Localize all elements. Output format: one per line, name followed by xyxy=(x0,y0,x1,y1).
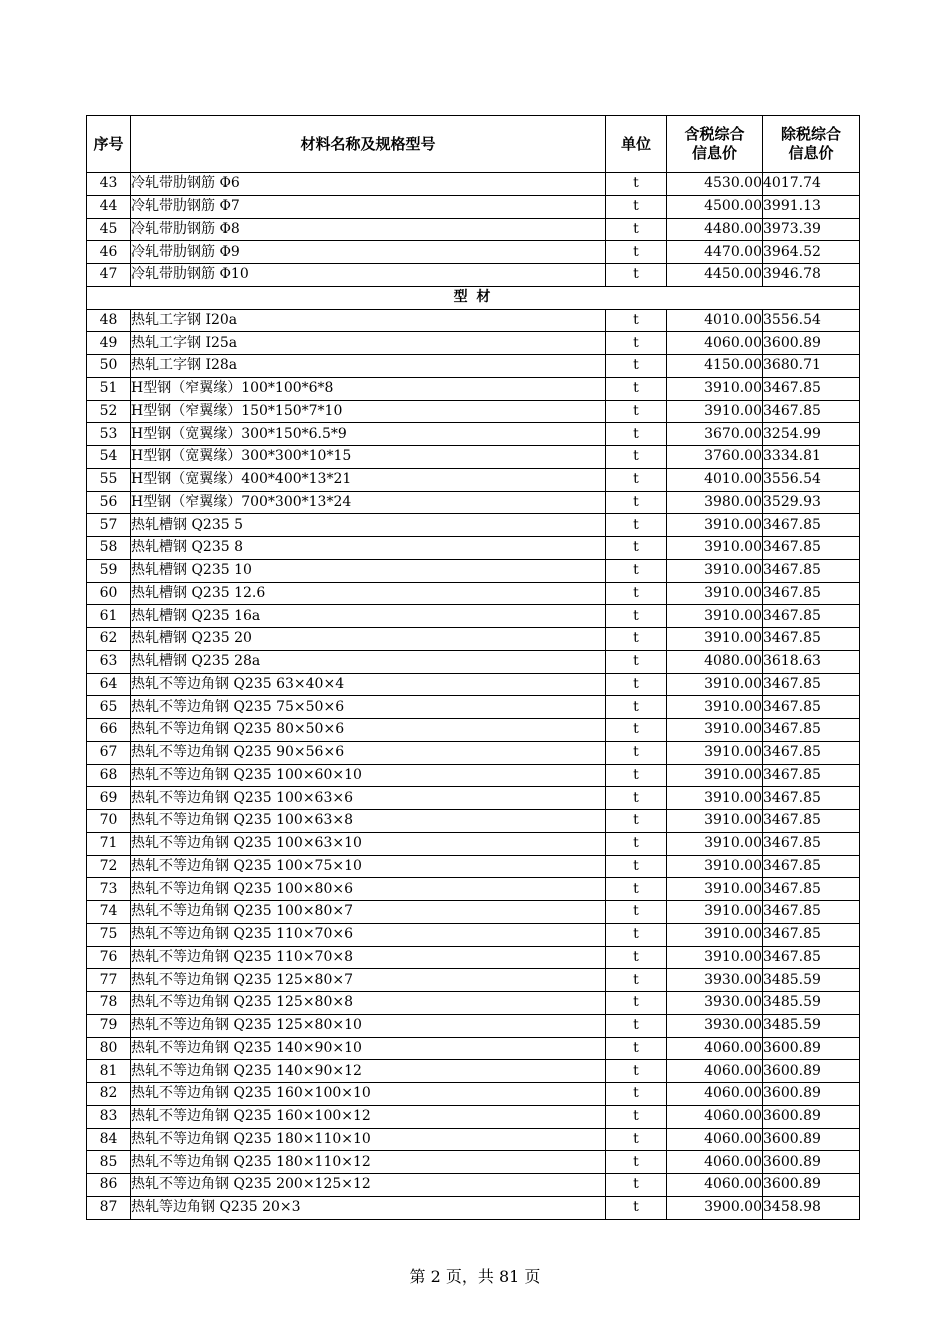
row-number: 79 xyxy=(87,1014,131,1037)
price-without-tax: 3254.99 xyxy=(763,423,860,446)
row-number: 68 xyxy=(87,764,131,787)
price-with-tax: 3910.00 xyxy=(667,832,763,855)
table-row xyxy=(87,901,860,924)
material-name: 冷轧带肋钢筋 Φ8 xyxy=(131,218,606,241)
header-price-with-tax-line2: 信息价 xyxy=(691,144,737,162)
unit-cell: t xyxy=(606,741,667,764)
row-number: 56 xyxy=(87,491,131,514)
price-without-tax: 3467.85 xyxy=(763,901,860,924)
material-name: 热轧不等边角钢 Q235 100×75×10 xyxy=(131,855,606,878)
table-row xyxy=(87,1014,860,1037)
table-row xyxy=(87,309,860,332)
header-price-with-tax xyxy=(667,116,763,173)
price-with-tax: 3760.00 xyxy=(667,446,763,469)
material-name: 热轧不等边角钢 Q235 80×50×6 xyxy=(131,719,606,742)
material-name: 冷轧带肋钢筋 Φ10 xyxy=(131,264,606,287)
price-with-tax: 4060.00 xyxy=(667,1105,763,1128)
header-row xyxy=(87,116,860,173)
price-with-tax: 4060.00 xyxy=(667,1174,763,1197)
header-unit: 单位 xyxy=(606,116,667,173)
unit-cell: t xyxy=(606,332,667,355)
table-row xyxy=(87,582,860,605)
material-name: 热轧不等边角钢 Q235 160×100×12 xyxy=(131,1105,606,1128)
price-with-tax: 4010.00 xyxy=(667,468,763,491)
price-with-tax: 3910.00 xyxy=(667,673,763,696)
unit-cell: t xyxy=(606,582,667,605)
row-number: 65 xyxy=(87,696,131,719)
unit-cell: t xyxy=(606,901,667,924)
table-row xyxy=(87,1151,860,1174)
price-with-tax: 3910.00 xyxy=(667,923,763,946)
price-without-tax: 3680.71 xyxy=(763,355,860,378)
table-row xyxy=(87,1128,860,1151)
price-with-tax: 4060.00 xyxy=(667,1151,763,1174)
price-without-tax: 3467.85 xyxy=(763,377,860,400)
price-without-tax: 3467.85 xyxy=(763,537,860,560)
price-without-tax: 3618.63 xyxy=(763,650,860,673)
row-number: 64 xyxy=(87,673,131,696)
price-without-tax: 3946.78 xyxy=(763,264,860,287)
price-without-tax: 3458.98 xyxy=(763,1196,860,1219)
price-with-tax: 3910.00 xyxy=(667,787,763,810)
price-with-tax: 3910.00 xyxy=(667,582,763,605)
price-with-tax: 4010.00 xyxy=(667,309,763,332)
price-with-tax: 3910.00 xyxy=(667,537,763,560)
price-without-tax: 3467.85 xyxy=(763,832,860,855)
material-name: 热轧不等边角钢 Q235 200×125×12 xyxy=(131,1174,606,1197)
table-row xyxy=(87,810,860,833)
price-without-tax: 3467.85 xyxy=(763,946,860,969)
price-with-tax: 3910.00 xyxy=(667,901,763,924)
unit-cell: t xyxy=(606,992,667,1015)
material-name: H型钢（窄翼缘）150*150*7*10 xyxy=(131,400,606,423)
price-with-tax: 4060.00 xyxy=(667,1128,763,1151)
table-row xyxy=(87,559,860,582)
header-name: 材料名称及规格型号 xyxy=(131,116,606,173)
price-with-tax: 4060.00 xyxy=(667,1060,763,1083)
row-number: 76 xyxy=(87,946,131,969)
table-row xyxy=(87,1037,860,1060)
row-number: 67 xyxy=(87,741,131,764)
row-number: 66 xyxy=(87,719,131,742)
row-number: 78 xyxy=(87,992,131,1015)
unit-cell: t xyxy=(606,400,667,423)
price-with-tax: 3910.00 xyxy=(667,514,763,537)
price-with-tax: 4150.00 xyxy=(667,355,763,378)
table-row xyxy=(87,650,860,673)
row-number: 85 xyxy=(87,1151,131,1174)
price-without-tax: 3991.13 xyxy=(763,195,860,218)
material-name: 热轧等边角钢 Q235 20×3 xyxy=(131,1196,606,1219)
material-name: 热轧不等边角钢 Q235 180×110×12 xyxy=(131,1151,606,1174)
unit-cell: t xyxy=(606,878,667,901)
material-name: 热轧不等边角钢 Q235 110×70×8 xyxy=(131,946,606,969)
row-number: 59 xyxy=(87,559,131,582)
price-without-tax: 3467.85 xyxy=(763,628,860,651)
row-number: 70 xyxy=(87,810,131,833)
unit-cell: t xyxy=(606,514,667,537)
price-with-tax: 3670.00 xyxy=(667,423,763,446)
price-without-tax: 3467.85 xyxy=(763,855,860,878)
price-without-tax: 3529.93 xyxy=(763,491,860,514)
unit-cell: t xyxy=(606,628,667,651)
table-row xyxy=(87,878,860,901)
table-body xyxy=(87,173,860,1220)
row-number: 58 xyxy=(87,537,131,560)
material-name: 冷轧带肋钢筋 Φ6 xyxy=(131,173,606,196)
material-name: 热轧槽钢 Q235 28a xyxy=(131,650,606,673)
row-number: 45 xyxy=(87,218,131,241)
table-row xyxy=(87,264,860,287)
unit-cell: t xyxy=(606,1083,667,1106)
row-number: 53 xyxy=(87,423,131,446)
material-name: H型钢（窄翼缘）100*100*6*8 xyxy=(131,377,606,400)
header-price-with-tax-line1: 含税综合 xyxy=(684,125,745,143)
row-number: 44 xyxy=(87,195,131,218)
unit-cell: t xyxy=(606,559,667,582)
material-name: 热轧不等边角钢 Q235 160×100×10 xyxy=(131,1083,606,1106)
unit-cell: t xyxy=(606,241,667,264)
price-with-tax: 3910.00 xyxy=(667,764,763,787)
table-row xyxy=(87,491,860,514)
unit-cell: t xyxy=(606,1014,667,1037)
price-with-tax: 3910.00 xyxy=(667,878,763,901)
row-number: 69 xyxy=(87,787,131,810)
unit-cell: t xyxy=(606,355,667,378)
row-number: 83 xyxy=(87,1105,131,1128)
table-row xyxy=(87,605,860,628)
unit-cell: t xyxy=(606,1196,667,1219)
unit-cell: t xyxy=(606,1128,667,1151)
price-without-tax: 3334.81 xyxy=(763,446,860,469)
price-without-tax: 3467.85 xyxy=(763,787,860,810)
material-name: 热轧不等边角钢 Q235 100×80×6 xyxy=(131,878,606,901)
material-name: H型钢（宽翼缘）300*300*10*15 xyxy=(131,446,606,469)
price-without-tax: 3600.89 xyxy=(763,1151,860,1174)
row-number: 73 xyxy=(87,878,131,901)
unit-cell: t xyxy=(606,173,667,196)
price-without-tax: 3467.85 xyxy=(763,741,860,764)
table-row xyxy=(87,628,860,651)
price-without-tax: 3485.59 xyxy=(763,992,860,1015)
price-without-tax: 3467.85 xyxy=(763,559,860,582)
price-with-tax: 3900.00 xyxy=(667,1196,763,1219)
unit-cell: t xyxy=(606,218,667,241)
unit-cell: t xyxy=(606,1105,667,1128)
row-number: 75 xyxy=(87,923,131,946)
price-without-tax: 3467.85 xyxy=(763,673,860,696)
price-without-tax: 3467.85 xyxy=(763,605,860,628)
price-with-tax: 3910.00 xyxy=(667,696,763,719)
price-with-tax: 4500.00 xyxy=(667,195,763,218)
unit-cell: t xyxy=(606,855,667,878)
price-table xyxy=(86,115,860,1220)
table-row xyxy=(87,195,860,218)
row-number: 62 xyxy=(87,628,131,651)
price-without-tax: 3467.85 xyxy=(763,810,860,833)
material-name: 热轧不等边角钢 Q235 125×80×8 xyxy=(131,992,606,1015)
price-with-tax: 4080.00 xyxy=(667,650,763,673)
table-row xyxy=(87,423,860,446)
section-title: 型 材 xyxy=(87,286,860,309)
material-name: 热轧不等边角钢 Q235 125×80×7 xyxy=(131,969,606,992)
material-name: 热轧不等边角钢 Q235 63×40×4 xyxy=(131,673,606,696)
material-name: 热轧不等边角钢 Q235 90×56×6 xyxy=(131,741,606,764)
price-without-tax: 3467.85 xyxy=(763,696,860,719)
row-number: 43 xyxy=(87,173,131,196)
price-without-tax: 3600.89 xyxy=(763,1174,860,1197)
row-number: 80 xyxy=(87,1037,131,1060)
unit-cell: t xyxy=(606,923,667,946)
row-number: 57 xyxy=(87,514,131,537)
page-footer: 第 2 页，共 81 页 xyxy=(409,1267,541,1286)
unit-cell: t xyxy=(606,969,667,992)
unit-cell: t xyxy=(606,832,667,855)
header-price-without-tax-line1: 除税综合 xyxy=(780,125,841,143)
row-number: 48 xyxy=(87,309,131,332)
table-row xyxy=(87,1174,860,1197)
material-name: 热轧槽钢 Q235 8 xyxy=(131,537,606,560)
table-row xyxy=(87,377,860,400)
price-without-tax: 3467.85 xyxy=(763,923,860,946)
price-without-tax: 3973.39 xyxy=(763,218,860,241)
unit-cell: t xyxy=(606,673,667,696)
unit-cell: t xyxy=(606,787,667,810)
price-with-tax: 4450.00 xyxy=(667,264,763,287)
unit-cell: t xyxy=(606,377,667,400)
table-row xyxy=(87,992,860,1015)
row-number: 51 xyxy=(87,377,131,400)
price-without-tax: 3600.89 xyxy=(763,1037,860,1060)
price-with-tax: 3930.00 xyxy=(667,992,763,1015)
table-row xyxy=(87,1105,860,1128)
price-with-tax: 3910.00 xyxy=(667,741,763,764)
table-row xyxy=(87,400,860,423)
price-with-tax: 3910.00 xyxy=(667,628,763,651)
table-row xyxy=(87,673,860,696)
unit-cell: t xyxy=(606,605,667,628)
price-without-tax: 3467.85 xyxy=(763,719,860,742)
price-without-tax: 3485.59 xyxy=(763,1014,860,1037)
row-number: 86 xyxy=(87,1174,131,1197)
table-row xyxy=(87,241,860,264)
table-row xyxy=(87,218,860,241)
row-number: 52 xyxy=(87,400,131,423)
price-with-tax: 4060.00 xyxy=(667,332,763,355)
row-number: 50 xyxy=(87,355,131,378)
table-row xyxy=(87,1060,860,1083)
material-name: 热轧不等边角钢 Q235 100×63×6 xyxy=(131,787,606,810)
price-without-tax: 3964.52 xyxy=(763,241,860,264)
price-with-tax: 3910.00 xyxy=(667,377,763,400)
price-without-tax: 3600.89 xyxy=(763,1105,860,1128)
unit-cell: t xyxy=(606,1037,667,1060)
unit-cell: t xyxy=(606,650,667,673)
unit-cell: t xyxy=(606,696,667,719)
material-name: 热轧不等边角钢 Q235 180×110×10 xyxy=(131,1128,606,1151)
material-name: 热轧不等边角钢 Q235 140×90×10 xyxy=(131,1037,606,1060)
unit-cell: t xyxy=(606,423,667,446)
price-without-tax: 3467.85 xyxy=(763,400,860,423)
table-row xyxy=(87,719,860,742)
unit-cell: t xyxy=(606,264,667,287)
material-name: 热轧不等边角钢 Q235 125×80×10 xyxy=(131,1014,606,1037)
unit-cell: t xyxy=(606,446,667,469)
unit-cell: t xyxy=(606,946,667,969)
material-name: H型钢（宽翼缘）400*400*13*21 xyxy=(131,468,606,491)
material-name: 热轧槽钢 Q235 16a xyxy=(131,605,606,628)
unit-cell: t xyxy=(606,810,667,833)
table-row xyxy=(87,173,860,196)
material-name: H型钢（窄翼缘）700*300*13*24 xyxy=(131,491,606,514)
table-row xyxy=(87,764,860,787)
unit-cell: t xyxy=(606,1060,667,1083)
material-name: 热轧工字钢 I20a xyxy=(131,309,606,332)
material-name: 热轧不等边角钢 Q235 100×80×7 xyxy=(131,901,606,924)
table-row xyxy=(87,946,860,969)
row-number: 82 xyxy=(87,1083,131,1106)
unit-cell: t xyxy=(606,195,667,218)
material-name: H型钢（宽翼缘）300*150*6.5*9 xyxy=(131,423,606,446)
material-name: 热轧不等边角钢 Q235 110×70×6 xyxy=(131,923,606,946)
table-row xyxy=(87,1083,860,1106)
material-name: 热轧槽钢 Q235 10 xyxy=(131,559,606,582)
table-row xyxy=(87,969,860,992)
unit-cell: t xyxy=(606,719,667,742)
row-number: 71 xyxy=(87,832,131,855)
row-number: 46 xyxy=(87,241,131,264)
price-without-tax: 3485.59 xyxy=(763,969,860,992)
table-row xyxy=(87,468,860,491)
price-with-tax: 3910.00 xyxy=(667,559,763,582)
unit-cell: t xyxy=(606,491,667,514)
material-name: 热轧工字钢 I25a xyxy=(131,332,606,355)
row-number: 72 xyxy=(87,855,131,878)
material-name: 热轧不等边角钢 Q235 100×63×10 xyxy=(131,832,606,855)
price-without-tax: 3467.85 xyxy=(763,878,860,901)
price-with-tax: 4470.00 xyxy=(667,241,763,264)
unit-cell: t xyxy=(606,764,667,787)
unit-cell: t xyxy=(606,468,667,491)
material-name: 冷轧带肋钢筋 Φ9 xyxy=(131,241,606,264)
price-with-tax: 3980.00 xyxy=(667,491,763,514)
material-name: 热轧不等边角钢 Q235 140×90×12 xyxy=(131,1060,606,1083)
row-number: 74 xyxy=(87,901,131,924)
price-with-tax: 4480.00 xyxy=(667,218,763,241)
price-with-tax: 3930.00 xyxy=(667,1014,763,1037)
table-row xyxy=(87,741,860,764)
row-number: 54 xyxy=(87,446,131,469)
price-with-tax: 4060.00 xyxy=(667,1037,763,1060)
price-with-tax: 3910.00 xyxy=(667,810,763,833)
table-row xyxy=(87,787,860,810)
material-name: 热轧槽钢 Q235 5 xyxy=(131,514,606,537)
table-row xyxy=(87,696,860,719)
material-name: 热轧不等边角钢 Q235 100×60×10 xyxy=(131,764,606,787)
row-number: 61 xyxy=(87,605,131,628)
row-number: 55 xyxy=(87,468,131,491)
material-name: 热轧槽钢 Q235 20 xyxy=(131,628,606,651)
price-without-tax: 3600.89 xyxy=(763,1060,860,1083)
material-name: 热轧不等边角钢 Q235 75×50×6 xyxy=(131,696,606,719)
price-with-tax: 3910.00 xyxy=(667,605,763,628)
header-price-without-tax-line2: 信息价 xyxy=(788,144,834,162)
price-without-tax: 3556.54 xyxy=(763,309,860,332)
material-name: 热轧工字钢 I28a xyxy=(131,355,606,378)
table-row xyxy=(87,537,860,560)
price-without-tax: 3600.89 xyxy=(763,332,860,355)
price-without-tax: 3467.85 xyxy=(763,764,860,787)
price-without-tax: 3556.54 xyxy=(763,468,860,491)
table-row xyxy=(87,855,860,878)
row-number: 49 xyxy=(87,332,131,355)
row-number: 63 xyxy=(87,650,131,673)
price-with-tax: 3930.00 xyxy=(667,969,763,992)
table-row xyxy=(87,832,860,855)
header-price-without-tax xyxy=(763,116,860,173)
price-without-tax: 3600.89 xyxy=(763,1083,860,1106)
row-number: 47 xyxy=(87,264,131,287)
header-no: 序号 xyxy=(87,116,131,173)
section-row xyxy=(87,286,860,309)
row-number: 84 xyxy=(87,1128,131,1151)
material-name: 冷轧带肋钢筋 Φ7 xyxy=(131,195,606,218)
unit-cell: t xyxy=(606,309,667,332)
table-row xyxy=(87,923,860,946)
price-without-tax: 3467.85 xyxy=(763,582,860,605)
material-name: 热轧槽钢 Q235 12.6 xyxy=(131,582,606,605)
unit-cell: t xyxy=(606,1151,667,1174)
row-number: 77 xyxy=(87,969,131,992)
price-with-tax: 4530.00 xyxy=(667,173,763,196)
unit-cell: t xyxy=(606,537,667,560)
price-with-tax: 3910.00 xyxy=(667,400,763,423)
price-with-tax: 3910.00 xyxy=(667,719,763,742)
table-row xyxy=(87,514,860,537)
row-number: 87 xyxy=(87,1196,131,1219)
table-row xyxy=(87,332,860,355)
unit-cell: t xyxy=(606,1174,667,1197)
price-with-tax: 4060.00 xyxy=(667,1083,763,1106)
table-row xyxy=(87,355,860,378)
row-number: 60 xyxy=(87,582,131,605)
price-with-tax: 3910.00 xyxy=(667,946,763,969)
material-name: 热轧不等边角钢 Q235 100×63×8 xyxy=(131,810,606,833)
table-row xyxy=(87,446,860,469)
table-row xyxy=(87,1196,860,1219)
row-number: 81 xyxy=(87,1060,131,1083)
price-without-tax: 4017.74 xyxy=(763,173,860,196)
price-with-tax: 3910.00 xyxy=(667,855,763,878)
price-without-tax: 3467.85 xyxy=(763,514,860,537)
price-without-tax: 3600.89 xyxy=(763,1128,860,1151)
